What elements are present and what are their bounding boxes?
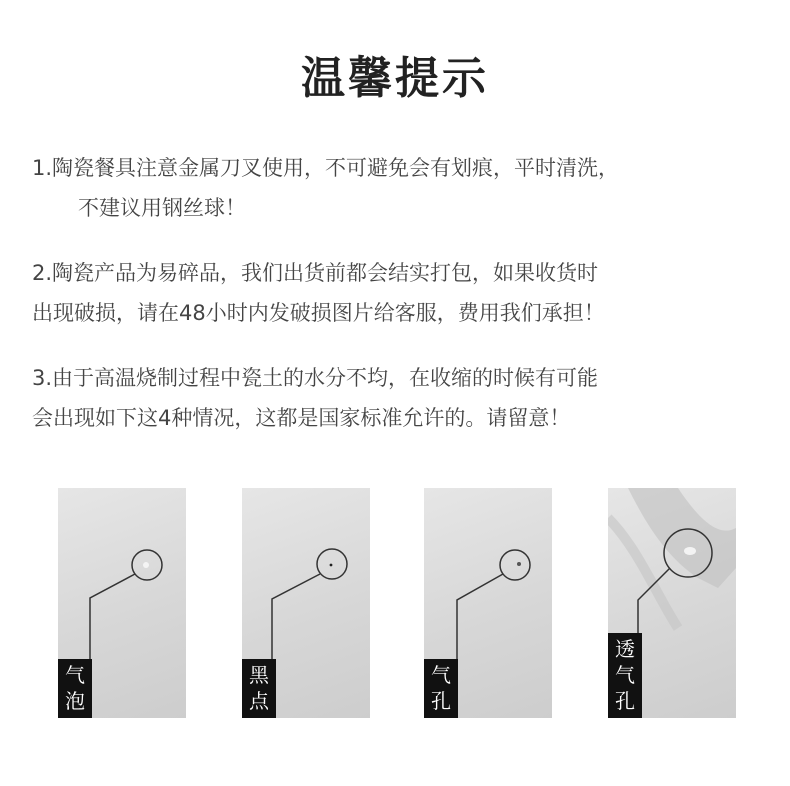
sample-label: 气 孔 bbox=[424, 659, 458, 718]
sample-card-pore bbox=[424, 488, 552, 718]
sample-card-black-dot bbox=[242, 488, 370, 718]
notice-paragraph-3 bbox=[32, 358, 772, 438]
notice-line: 1.陶瓷餐具注意金属刀叉使用，不可避免会有划痕，平时清洗， bbox=[32, 156, 620, 180]
page-title: 温馨提示 bbox=[301, 53, 489, 104]
notice-line: 出现破损，请在48小时内发破损图片给客服，费用我们承担！ bbox=[32, 301, 605, 325]
sample-label: 气 泡 bbox=[58, 659, 92, 718]
notice-line: 会出现如下这4种情况，这都是国家标准允许的。请留意！ bbox=[32, 406, 571, 430]
sample-label: 透 气 孔 bbox=[608, 633, 642, 718]
notice-line: 2.陶瓷产品为易碎品，我们出货前都会结实打包，如果收货时 bbox=[32, 261, 599, 285]
sample-card-through-pore bbox=[608, 488, 736, 718]
sample-card-bubble bbox=[58, 488, 186, 718]
notice-paragraph-2 bbox=[32, 253, 772, 333]
notice-line: 3.由于高温烧制过程中瓷土的水分不均，在收缩的时候有可能 bbox=[32, 366, 599, 390]
sample-label: 黑 点 bbox=[242, 659, 276, 718]
notice-line: 不建议用钢丝球！ bbox=[78, 196, 246, 220]
notice-paragraph-1 bbox=[32, 148, 772, 228]
